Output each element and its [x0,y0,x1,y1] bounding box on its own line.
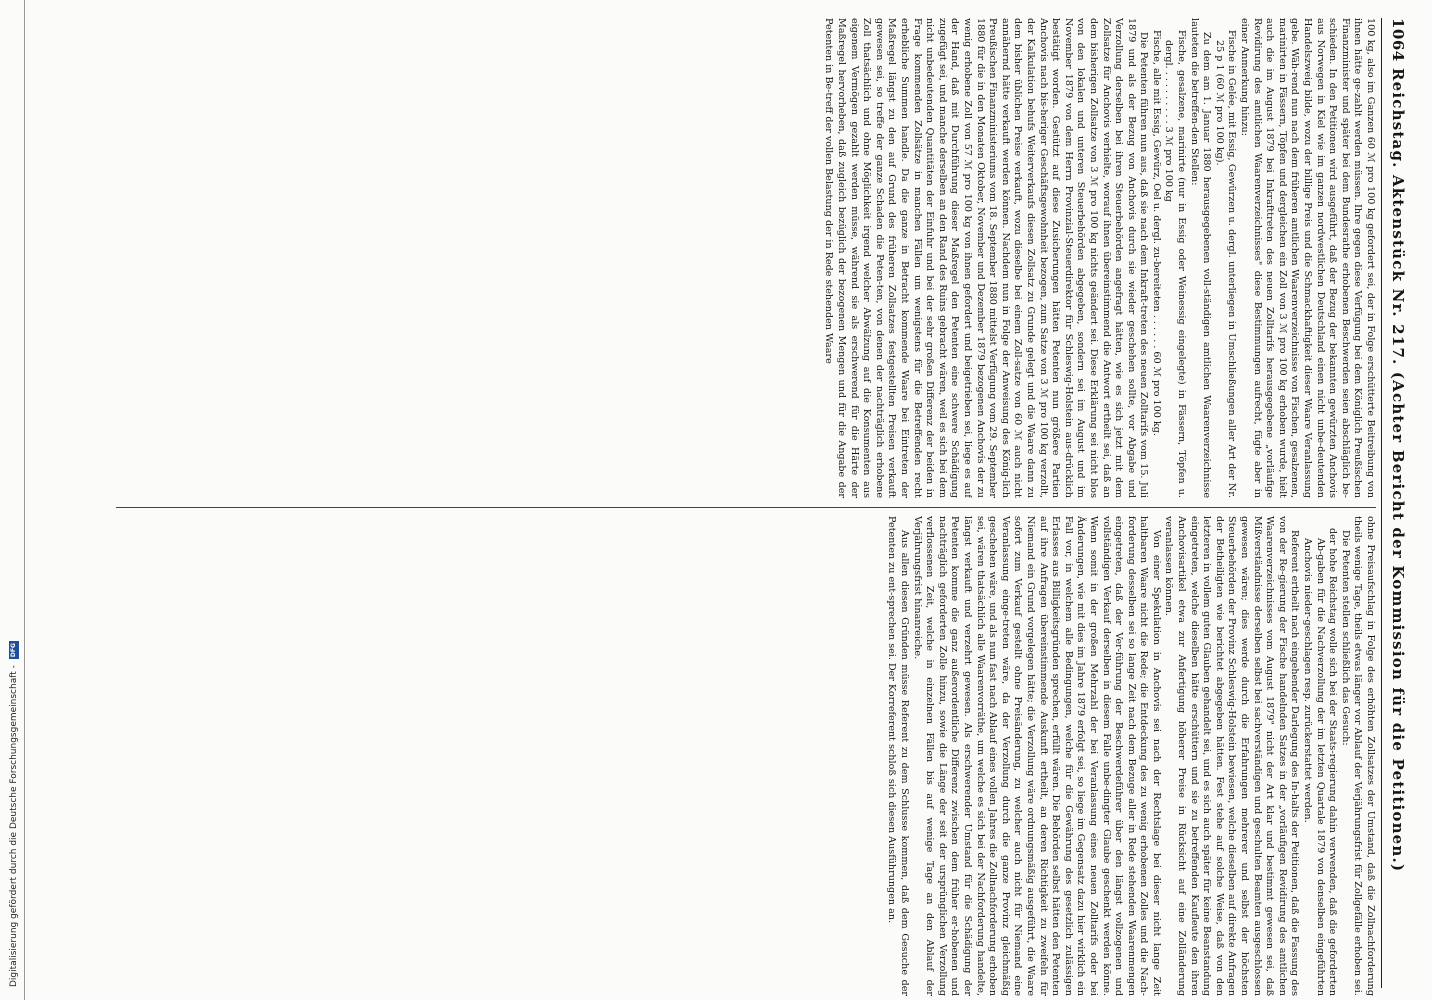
paragraph: Die Petenten stellen schließlich das Gesuch: [1339,530,1351,746]
dfg-logo-icon: DFG [10,643,17,658]
paragraph: Die Petenten führen nun aus, daß sie nach dem Inkraft-treten des neuen Zolltarifs vom 15. Juli 1879 und als der Bezug von Anchovis durch sie wieder geschehen sollte, vor Abgabe und Verzollung derselben bei ihren Steuerbehörden angefragt hätten, wie es sich jetzt mit dem Zollsatze für Anchovis verhielte, worauf ihnen übereinstimmend die Antwort ertheilt sei, daß an dem bisherigen Zollsatze von 3 ℳ pro 100 kg nichts geändert sei. Diese Erklärung sei nicht blos von den lokalen und unteren Steuerbehörden abgegeben, sondern sei im August und im November 1879 von dem Herrn Provinzial-Steuerdirektor für Schleswig-Holstein aus-drücklich bestätigt worden. Gestützt auf diese Zusicherungen hätten Petenten nun größere Partien Anchovis nach bis-heriger Geschäftsgewohnheit bezogen, zum Satze von 3 ℳ pro 100 kg verzollt, der Kalkulation behufs Weiterverkaufs diesen Zollsatz zu Grunde gelegt und die Waare dann zu dem bisher üblichen Preise verkauft, wozu dieselbe bei einem Zoll-satze von 60 ℳ auch nicht annähernd hätte verkauft werden können. Nachdem nun in Folge der Anweisung des König-lich Preußischen Finanzministeriums vom 18. September 1880 mittelst Verfügung vom 29. September 1880 für die in den Monaten Oktober, November und Dezember 1879 bezogenen Anchovis der zu wenig erhobene Zoll von 57 ℳ pro 100 kg von ihnen gefordert und beigetrieben sei, liege es auf der Hand, daß mit Durchführung dieser Maßregel den Petenten eine schwere Schädigung zugefügt sei, und manche derselben an den Rand des Ruins gebracht wären, weil es sich bei dem nicht unbedeutenden Quantitäten der Einfuhr und bei der sehr großen Differenz der beiden in Frage kommenden Zollsätze in manchen Fällen um wenigstens für die Betreffenden recht erhebliche Summen handle. Da die ganze in Betracht kommende Waare bei Eintreten der Maßregel längst zu den auf Grund des früheren Zollsatzes festgestellten Preisen verkauft gewesen sei, so treffe der ganze Schaden die Peten-ten, von denen der nachträglich erhobene Zoll thatsächlich und ohne Möglichkeit irgend welcher Abwälzung auf die Konsumenten aus eigenem Vermögen gezahlt werden müsse, während sie als erschwerend für die Härte der Maßregel hervorheben, daß zugleich bezüglich der bezogenen Mengen und für die Angabe der Petenten in Be-treff der vollen Belastung der in Rede stehenden Waare [823,18,1150,498]
page-header [1386,18,1410,988]
paragraph: der hohe Reichstag wolle sich bei der Staats-regierung dahin verwenden, daß die geforderten Ab-gaben für die Nachverzollung der im letzten Quartale 1879 von denselben eingeführten Anchovis nieder-geschlagen resp. zurückerstattet werden. [1302,528,1339,996]
footer-text: Digitalisierung gefördert durch die Deutsche Forschungsgemeinschaft - [9,665,19,987]
paragraph: Aus allen diesen Gründen müsse Referent zu dem Schlusse kommen, daß dem Gesuche der Petenten zu ent-sprechen sei. Der Korreferent schloß sich diesen Ausführungen an. [886,516,911,996]
paragraph: Zu dem am 1. Januar 1880 herausgegebenen voll-ständigen amtlichen Waarenverzeichnisse lauteten die betreffen-den Stellen: [1188,18,1213,498]
rotated-document [110,18,1410,996]
paragraph: Fische in Gelée, mit Essig, Gewürzen u. dergl. unterliegen in Umschließungen aller Art der Nr. 25 p 1 (60 ℳ pro 100 kg). [1213,30,1238,498]
column-divider [116,507,1376,508]
paragraph: ohne Preisaufschlag in Folge des erhöhten Zollsatzes der Umstand, daß die Zollnachforderung theils wenige Tage, theils etwas länger vor Ablauf der Verjährungsfrist für Zollgefälle erhoben sei. [1352,516,1376,996]
header-rule [1381,18,1382,988]
text-column-left [116,18,1376,498]
margin-rule [24,0,25,1000]
paragraph: 100 kg, also im Ganzen 60 ℳ pro 100 kg gefordert sei, der in Folge erschütterte Beitreibung von ihnen hätte ge-zahlt werden müssen. Ihre gegen diese Verfügung bei dem Königlich Preußischen Finanzminister und später bei dem Bundesrathe erhobenen Beschwerden seien abschläglich be-schieden. In den Petitionen wird ausgeführt, daß der Bezug der bekannten gewürzten Anchovis aus Norwegen in Kiel wie im ganzen nordwestlichen Deutschland einen nicht unbe-deutenden Handelszweig bilde, wozu der billige Preis und die Schmackhaftigkeit dieser Waare Veranlassung gebe. Wäh-rend nun nach dem früheren amtlichen Waarenverzeichnisse von Fischen, gesalzenen, marinirten in Fässern, Töpfen und dergleichen ein Zoll von 3 ℳ pro 100 kg erhoben wurde, hielt auch die im August 1879 bei Inkrafttreten des neuen Zolltarifs herausgegebene „vorläufige Revidirung des amtlichen Waarenverzeichnisses" diese Bestimmungen aufrecht, fügte aber in einer Anmerkung hinzu: [1239,18,1376,498]
text-column-right [116,516,1376,996]
page-number: 1064 [1389,18,1407,62]
paragraph: Von einer Spekulation in Anchovis sei nach der Rechtslage bei dieser nicht lange Zeit haltbaren Waare nicht die Rede; die Entdeckung des zu wenig erhobenen Zolles und die Nach-forderung desselben sei so lange Zeit nach dem Bezuge aller in Rede stehenden Waarenmengen eingetreten, daß der Ver-führung der Beschwerdeführer über den längst vollzogenen und vollständigen Verkauf derselben in diesem Falle unbe-dingter Glaube geschenkt werden könne. Wenn somit in der großen Mehrzahl der bei Veranlassung eines neuen Zolltarifs oder bei Änderungen, wie mit dies im Jahre 1879 erfolgt sei, so liege im Gegensatz dazu hier wirklich ein Fall vor, in welchem alle Bedingungen, welche für die Gewährung des gesetzlich zulässigen Erlasses aus Billigkeitsgründen sprechen, erfüllt wären. Die Behörden selbst hätten den Petenten auf ihre Anfragen übereinstimmende Auskunft ertheilt, an deren Richtigkeit zu zweifeln für Niemand ein Grund vorgelegen hätte; die Verzollung wäre ordnungsmäßig ausgeführt, die Waare sofort zum Verkauf gestellt ohne Preisänderung, zu welcher auch nicht für Niemand eine Veranlassung einge-treten wäre, da der Verzollung durch die ganze Provinz gleichmäßig geschehen wäre, und als nun fast nach Ablauf eines vollen Jahres die Zollnachforderung erhoben sei, wären thatsächlich alle Waarenvorräthe, um welche es sich bei der Nachforderung handelte, längst verkauft und verzehrt gewesen. Als erschwerender Umstand für die Schädigung der Petenten komme die ganz außerordentliche Differenz zwischen dem früher er-hobenen und nachträglich geforderten Zolle hinzu, sowie die Länge der seit der ursprünglichen Verzollung verflossenen Zeit, welche in einzelnen Fällen bis auf wenige Tage an den Ablauf der Verjährungsfrist hinanreiche. [911,516,1162,996]
page-title: Reichstag. Aktenstück Nr. 217. (Achter Bericht der Kommission für die Petitionen.) [1389,68,1407,873]
paragraph: Fische, gesalzene, marinirte (nur in Essig oder Weinessig eingelegte) in Fässern, Töpfen u. dergl. . . . . . . . . . 3 ℳ pro 100 kg [1163,30,1188,498]
paragraph: Fische, alle mit Essig, Gewürz, Oel u. dergl. zu-bereiteten . . . . . . 60 ℳ pro 100 kg. [1150,30,1162,436]
digitization-footer [7,7,21,987]
paragraph: Referent ertheilt nach eingehender Darlegung des In-halts der Petitionen, daß die Fassung des von der Re-gierung der Fische handelnden Satzes in der „vorläufigen Revidirung des amtlichen Waarenverzeichnisses vom August 1879" nicht der Art klar und bestimmt gewesen sei, daß Mißverständnisse derselben selbst bei sachverständigen und geschulten Beamten ausgeschlossen gewesen wären; dies werde durch die Erfahrungen mehrerer und selbst der höchsten Steuerbehörden der Provinz Schleswig-Holstein bewiesen, welche dieselben auf direkte Anfragen der Betheiligten wie berichtet abgegeben hätten. Fest stehe auf solche Weise, daß von den letzteren in vollem guten Glauben gehandelt sei, und es sich auch später für keine Beanstandung eingetreten, welche dieselben hätte erschüttern und sie zu betreffenden Kaufleute den ihren Anchovisartikel etwa zur Anfertigung höherer Preise in Rücksicht auf eine Zolländerung veranlassen können. [1163,516,1301,996]
